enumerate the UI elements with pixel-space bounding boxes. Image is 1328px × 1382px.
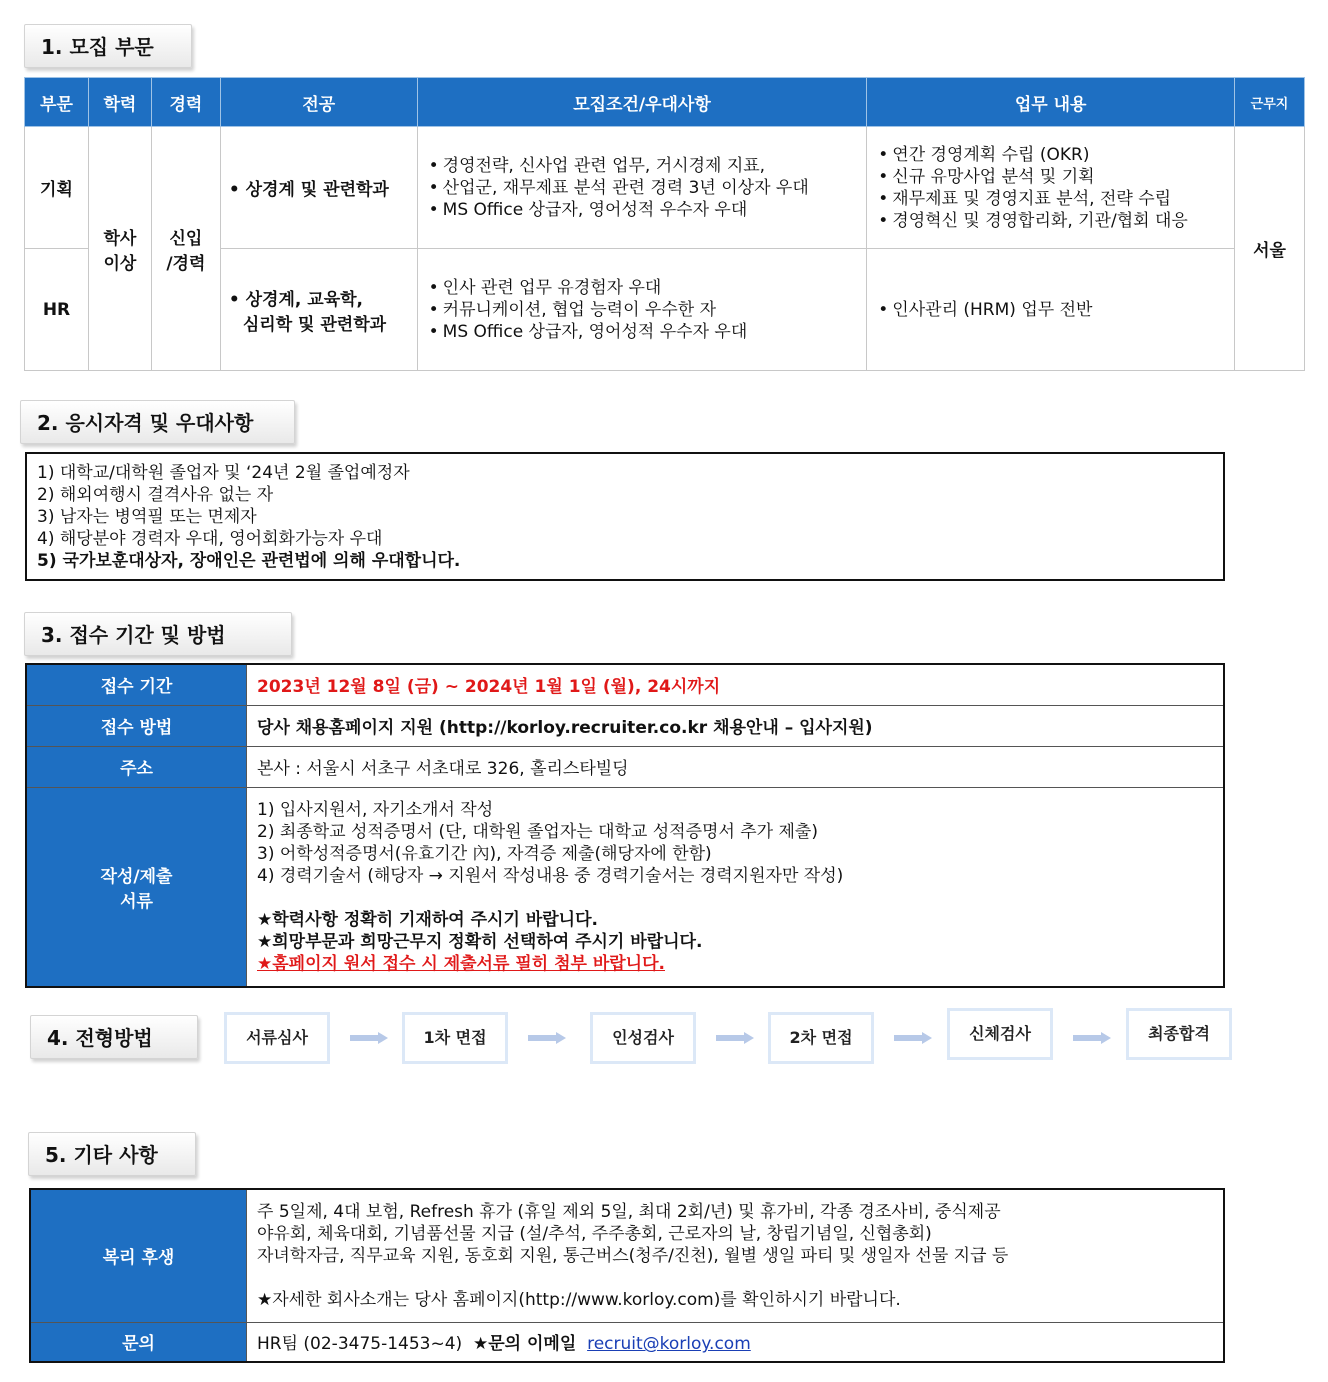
- list-item: • 인사관리 (HRM) 업무 전반: [878, 299, 1233, 321]
- contact-value: [247, 1322, 1225, 1362]
- address-label: 주소: [26, 746, 247, 787]
- table-row: [26, 664, 1224, 705]
- career-line: 신입: [169, 228, 203, 249]
- arrow-icon: [894, 1032, 932, 1044]
- header-duties: 업무 내용: [867, 78, 1235, 127]
- welfare-value: [247, 1189, 1225, 1322]
- section-title-recruit: 1. 모집 부문: [24, 24, 192, 68]
- list-item: 1) 입사지원서, 자기소개서 작성: [257, 799, 494, 820]
- conditions-cell: [417, 127, 867, 249]
- conditions-cell: [417, 249, 867, 371]
- recruit-table: [24, 77, 1305, 371]
- list-item: 야유회, 체육대회, 기념품선물 지급 (설/추석, 주주총회, 근로자의 날, 창립기념일, 신협총회): [257, 1223, 932, 1244]
- method-value: 당사 채용홈페이지 지원 (http://korloy.recruiter.co.kr 채용안내 – 입사지원): [247, 705, 1225, 746]
- list-item: • 경영혁신 및 경영합리화, 기관/협회 대응: [878, 210, 1233, 232]
- list-item: 5) 국가보훈대상자, 장애인은 관련법에 의해 우대합니다.: [37, 551, 461, 571]
- address-value: 본사 : 서울시 서초구 서초대로 326, 홀리스타빌딩: [247, 746, 1225, 787]
- note-item: ★학력사항 정확히 기재하여 주시기 바랍니다.: [257, 909, 598, 930]
- section-title-application: 3. 접수 기간 및 방법: [24, 612, 292, 656]
- table-row: [26, 746, 1224, 787]
- duties-cell: [867, 249, 1235, 371]
- docs-label-line: 작성/제출: [100, 866, 173, 887]
- dept-cell: 기획: [25, 127, 89, 249]
- docs-label: [26, 787, 247, 987]
- list-item: 3) 어학성적증명서(유효기간 內), 자격증 제출(해당자에 한함): [257, 843, 712, 864]
- period-label: 접수 기간: [26, 664, 247, 705]
- list-item: 4) 해당분야 경력자 우대, 영어회화가능자 우대: [37, 529, 383, 549]
- list-item: [429, 177, 866, 199]
- header-conditions: 모집조건/우대사항: [417, 78, 867, 127]
- duties-cell: [867, 127, 1235, 249]
- list-item: 2) 최종학교 성적증명서 (단, 대학원 졸업자는 대학교 성적증명서 추가 제출): [257, 821, 818, 842]
- header-location: 근무지: [1235, 78, 1305, 127]
- contact-email-label: ★문의 이메일: [473, 1334, 577, 1355]
- step-document-review: 서류심사: [224, 1012, 330, 1064]
- note-item-red: ★홈페이지 원서 접수 시 제출서류 필히 첨부 바랍니다.: [257, 953, 665, 974]
- list-item: 3) 남자는 병역필 또는 면제자: [37, 507, 257, 527]
- list-item: • MS Office 상급자, 영어성적 우수자 우대: [429, 199, 866, 221]
- arrow-icon: [1073, 1032, 1111, 1044]
- step-personality-test: 인성검사: [590, 1012, 696, 1064]
- list-item: • 경영전략, 신사업 관련 업무, 거시경제 지표,: [429, 155, 866, 177]
- list-item: 2) 해외여행시 결격사유 없는 자: [37, 485, 274, 505]
- list-item: • MS Office 상급자, 영어성적 우수자 우대: [429, 321, 866, 343]
- arrow-icon: [528, 1032, 566, 1044]
- table-row: [26, 705, 1224, 746]
- contact-label: 문의: [30, 1322, 247, 1362]
- education-cell: [88, 127, 151, 371]
- location-cell: 서울: [1235, 127, 1305, 371]
- step-final-pass: 최종합격: [1126, 1008, 1232, 1060]
- section-title-etc: 5. 기타 사항: [28, 1132, 196, 1176]
- list-item-text: 산업군, 재무제표 분석 관련 경력 3년 이상자 우대: [442, 177, 809, 198]
- header-education: 학력: [88, 78, 151, 127]
- contact-phone: HR팀 (02-3475-1453~4): [257, 1334, 463, 1355]
- header-major: 전공: [220, 78, 417, 127]
- header-career: 경력: [151, 78, 220, 127]
- method-label: 접수 방법: [26, 705, 247, 746]
- header-dept: 부문: [25, 78, 89, 127]
- education-line: 이상: [103, 253, 137, 274]
- qualification-box: [25, 452, 1225, 581]
- table-row: [30, 1322, 1224, 1362]
- major-cell: • 상경계 및 관련학과: [220, 127, 417, 249]
- major-line: • 상경계, 교육학,: [228, 289, 363, 310]
- list-item: • 커뮤니케이션, 협업 능력이 우수한 자: [429, 299, 866, 321]
- list-item: • 연간 경영계획 수립 (OKR): [878, 144, 1233, 166]
- recruit-table-header: [25, 78, 1305, 127]
- table-row: [26, 787, 1224, 987]
- step-first-interview: 1차 면접: [402, 1012, 508, 1064]
- docs-label-line: 서류: [120, 891, 153, 912]
- list-item: 1) 대학교/대학원 졸업자 및 ‘24년 2월 졸업예정자: [37, 463, 410, 483]
- etc-table: [29, 1188, 1225, 1363]
- list-item: • 재무제표 및 경영지표 분석, 전략 수립: [878, 188, 1233, 210]
- section-title-qualification: 2. 응시자격 및 우대사항: [20, 400, 295, 444]
- arrow-icon: [350, 1032, 388, 1044]
- education-line: 학사: [103, 228, 137, 249]
- list-item: 주 5일제, 4대 보험, Refresh 휴가 (휴일 제외 5일, 최대 2회/년) 및 휴가비, 각종 경조사비, 중식제공: [257, 1201, 1001, 1222]
- dept-cell: HR: [25, 249, 89, 371]
- table-row: [30, 1189, 1224, 1322]
- list-item: 자녀학자금, 직무교육 지원, 동호회 지원, 통근버스(청주/진천), 월별 생일 파티 및 생일자 선물 지급 등: [257, 1245, 1009, 1266]
- step-medical-check: 신체검사: [947, 1008, 1053, 1060]
- career-line: /경력: [166, 253, 206, 274]
- major-cell: [220, 249, 417, 371]
- table-row: [25, 127, 1305, 249]
- major-line: 심리학 및 관련학과: [242, 314, 387, 335]
- period-value: 2023년 12월 8일 (금) ~ 2024년 1월 1일 (월), 24시까지: [247, 664, 1225, 705]
- arrow-icon: [716, 1032, 754, 1044]
- note-item: ★희망부문과 희망근무지 정확히 선택하여 주시기 바랍니다.: [257, 931, 703, 952]
- list-item: • 신규 유망사업 분석 및 기획: [878, 166, 1233, 188]
- section-title-process: 4. 전형방법: [30, 1015, 198, 1059]
- list-item: 4) 경력기술서 (해당자 → 지원서 작성내용 중 경력기술서는 경력지원자만 작성): [257, 865, 844, 886]
- welfare-note: ★자세한 회사소개는 당사 홈페이지(http://www.korloy.com)를 확인하시기 바랍니다.: [257, 1289, 901, 1310]
- step-second-interview: 2차 면접: [768, 1012, 874, 1064]
- list-item: • 인사 관련 업무 유경험자 우대: [429, 277, 866, 299]
- docs-value: [247, 787, 1225, 987]
- career-cell: [151, 127, 220, 371]
- welfare-label: 복리 후생: [30, 1189, 247, 1322]
- contact-email-link[interactable]: recruit@korloy.com: [587, 1334, 751, 1355]
- application-table: [25, 663, 1225, 988]
